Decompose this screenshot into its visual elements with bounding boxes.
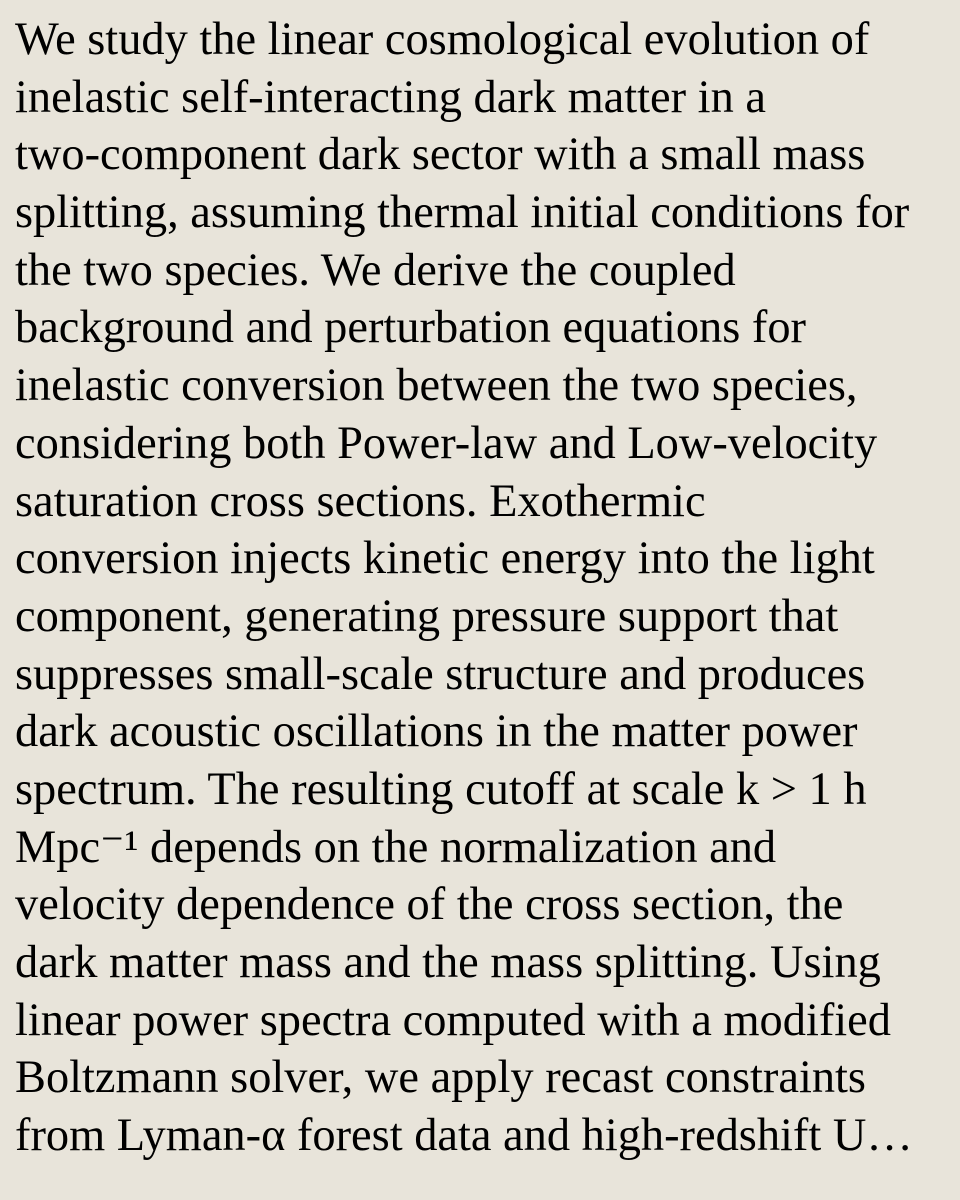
abstract-line-4: splitting, assuming thermal initial conditions for (15, 187, 910, 239)
abstract-line-7: inelastic conversion between the two species, (15, 360, 858, 412)
abstract-line-9: saturation cross sections. Exothermic (15, 475, 706, 527)
abstract-line-1: We study the linear cosmological evolution of (15, 14, 870, 65)
abstract-line-11: component, generating pressure support that (15, 590, 839, 642)
abstract-line-16: velocity dependence of the cross section, the (15, 879, 844, 931)
abstract-line-19: Boltzmann solver, we apply recast constraints (15, 1052, 866, 1104)
abstract-line-5: the two species. We derive the coupled (15, 244, 736, 296)
abstract-line-12: suppresses small-scale structure and produces (15, 648, 866, 700)
abstract-line-8: considering both Power-law and Low-velocity (15, 417, 878, 469)
abstract-line-6: background and perturbation equations for (15, 302, 806, 354)
abstract-line-10: conversion injects kinetic energy into the light (15, 533, 875, 585)
abstract-line-13: dark acoustic oscillations in the matter power (15, 706, 858, 758)
abstract-line-14: spectrum. The resulting cutoff at scale k > 1 h (15, 763, 867, 815)
abstract-body (15, 11, 955, 1165)
abstract-line-17: dark matter mass and the mass splitting. Using (15, 937, 881, 988)
abstract-line-15: Mpc⁻¹ depends on the normalization and (15, 821, 777, 873)
abstract-line-2: inelastic self-interacting dark matter in a (15, 71, 766, 123)
abstract-line-20: from Lyman-α forest data and high-redshift U… (15, 1110, 913, 1162)
abstract-line-3: two-component dark sector with a small mass (15, 129, 866, 181)
abstract-line-18: linear power spectra computed with a modified (15, 994, 891, 1046)
